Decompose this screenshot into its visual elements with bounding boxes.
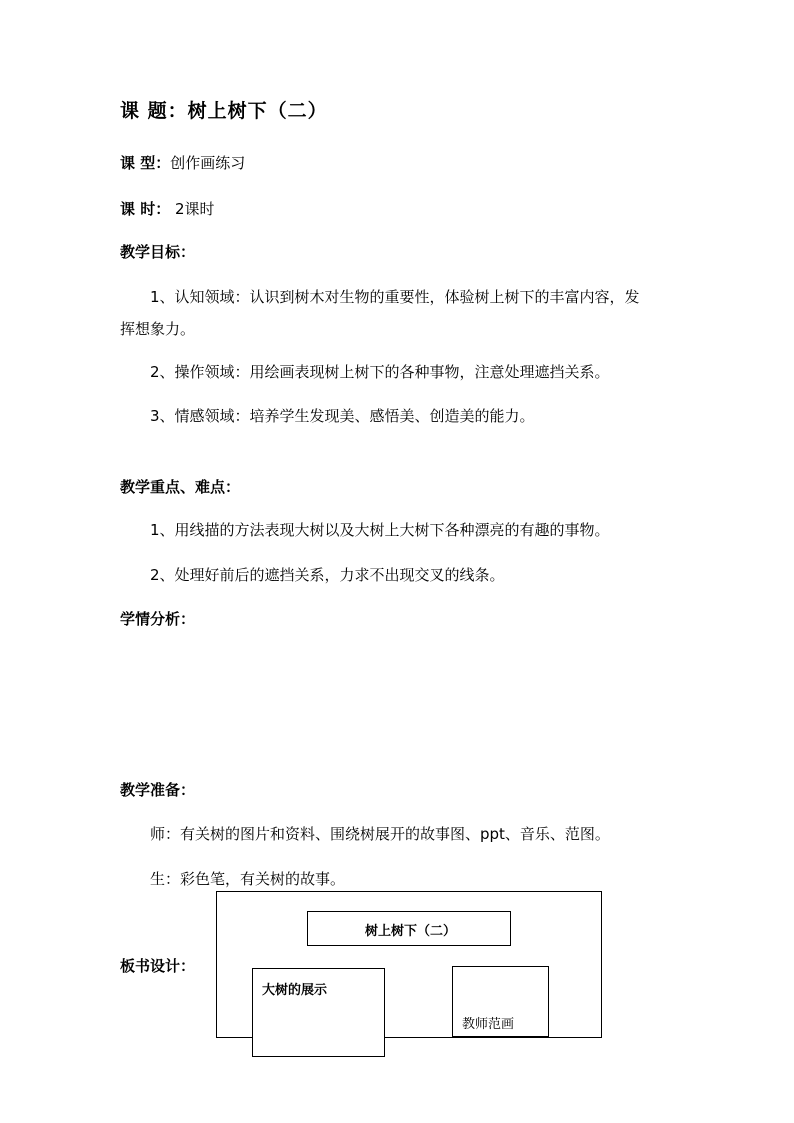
lesson-type-label: 课 型： [120,154,171,172]
page-title [120,96,328,123]
lesson-hours-value: 2课时 [170,200,215,218]
lesson-type-line [120,152,245,173]
objective-item: 1、认知领域：认识到树木对生物的重要性，体验树上树下的丰富内容，发 [150,288,640,306]
lesson-hours-line [120,198,215,219]
preparation-heading: 教学准备： [120,781,196,799]
title-value: 树上树下（二） [187,100,328,122]
title-label: 课 题： [120,100,188,122]
preparation-student: 生：彩色笔，有关树的故事。 [150,870,346,888]
key-point-item: 2、处理好前后的遮挡关系，力求不出现交叉的线条。 [150,566,505,584]
analysis-heading: 学情分析： [120,610,196,628]
objectives-heading: 教学目标： [120,243,196,261]
board-right-box [452,966,549,1037]
board-left-text: 大树的展示 [262,983,328,998]
board-title-text: 树上树下（二） [365,924,457,939]
key-point-item: 1、用线描的方法表现大树以及大树上大树下各种漂亮的有趣的事物。 [150,521,610,539]
board-left-box [252,968,385,1057]
preparation-teacher: 师：有关树的图片和资料、围绕树展开的故事图、ppt、音乐、范图。 [150,825,610,843]
board-title-box [307,911,511,946]
lesson-type-value: 创作画练习 [170,154,246,172]
board-design-label: 板书设计： [120,957,196,975]
objective-item-continued: 挥想象力。 [120,320,196,338]
board-right-text: 教师范画 [462,1017,515,1032]
lesson-hours-label: 课 时： [120,200,171,218]
objective-item: 2、操作领域：用绘画表现树上树下的各种事物，注意处理遮挡关系。 [150,363,610,381]
objective-item: 3、情感领域：培养学生发现美、感悟美、创造美的能力。 [150,407,535,425]
key-points-heading: 教学重点、难点： [120,478,241,496]
